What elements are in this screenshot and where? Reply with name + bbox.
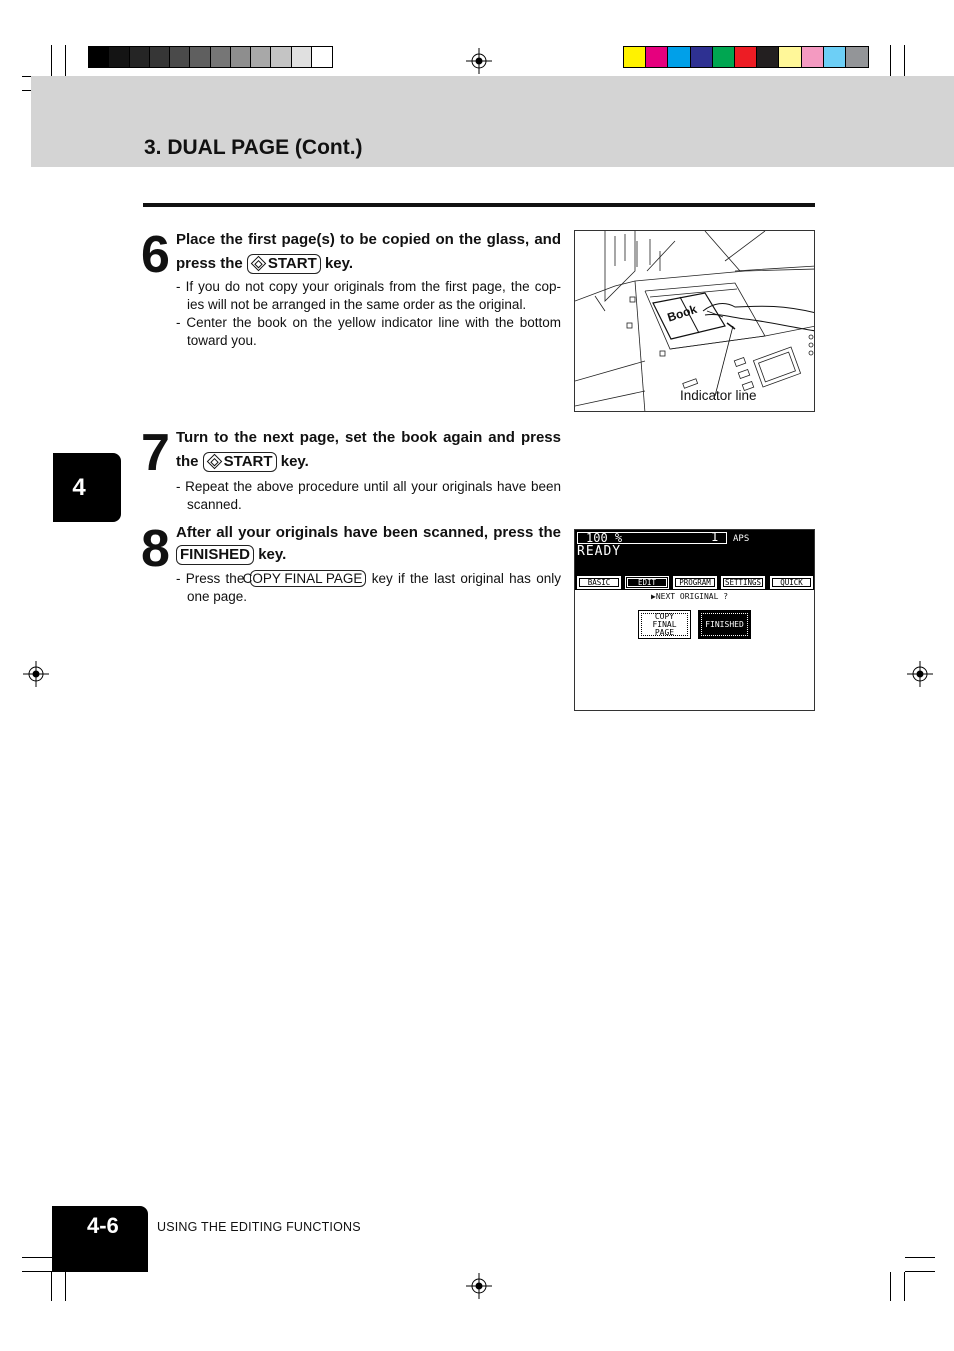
step-heading-suffix: key. [324,255,354,272]
chapter-tab: 4 [53,453,121,522]
book-placement-illustration [574,230,815,412]
calibration-swatch [190,47,210,67]
crop-mark [890,45,891,76]
step-heading [176,522,561,566]
lcd-tab-bar [575,574,814,590]
calibration-swatch [231,47,251,67]
registration-mark-icon [466,48,492,74]
calibration-swatch [89,47,109,67]
copy-final-page-button[interactable] [638,610,691,639]
tab-basic[interactable]: BASIC [577,576,621,589]
calibration-swatch [846,47,868,67]
tab-program[interactable]: PROGRAM [673,576,717,589]
calibration-swatch [251,47,271,67]
crop-mark [904,1272,905,1301]
calibration-swatch [691,47,713,67]
calibration-swatch [271,47,291,67]
crop-mark [65,45,66,76]
crop-mark [65,1272,66,1301]
step-number: 8 [141,520,168,578]
crop-mark [51,1272,52,1301]
crop-mark [22,1271,52,1272]
step-heading-suffix: key. [280,453,309,470]
copy-final-page-line: COPY [654,611,675,621]
indicator-line-label: Indicator line [680,388,757,403]
step-heading-text: Turn to the next page, set the book again and press the [176,429,561,470]
calibration-swatch [292,47,312,67]
registration-mark-icon [23,661,49,687]
finished-button[interactable] [698,610,751,639]
calibration-swatch [624,47,646,67]
paper-mode: APS [733,534,750,544]
step-heading [176,426,561,474]
calibration-swatch [211,47,231,67]
registration-mark-icon [466,1273,492,1299]
calibration-swatch [757,47,779,67]
registration-mark-icon [907,661,933,687]
page-number: 4-6 [52,1206,148,1272]
calibration-swatch [646,47,668,67]
grayscale-calibration-bar [88,46,333,68]
step-heading-text: After all your originals have been scanned, press the [176,524,561,541]
step-heading-text: Place the first page(s) to be copied on the glass, and press the [176,231,561,272]
section-divider [143,203,815,207]
start-key [247,254,321,274]
book-label: Book [665,302,699,325]
calibration-swatch [735,47,757,67]
calibration-swatch [779,47,801,67]
calibration-swatch [713,47,735,67]
ready-status: READY [577,544,622,559]
tab-edit[interactable]: EDIT [625,576,669,589]
step-heading-suffix: key. [258,546,287,563]
start-diamond-icon [251,256,267,272]
start-key [203,452,277,472]
color-calibration-bar [623,46,869,68]
calibration-swatch [109,47,129,67]
next-original-prompt: ▶NEXT ORIGINAL ? [651,592,729,601]
copy-count: 1 [711,530,719,544]
start-key-label: START [267,255,317,272]
copier-glass-drawing [575,231,815,412]
footer-section-title: USING THE EDITING FUNCTIONS [157,1220,361,1234]
step-number: 6 [141,226,168,284]
start-diamond-icon [206,454,222,470]
finished-key: FINISHED [176,545,254,565]
tab-quick[interactable]: QUICK [770,576,813,589]
crop-mark [51,45,52,76]
step-note-suffix: key if the last original has only one page. [187,571,561,604]
lcd-status-bar [575,530,814,574]
step-note-text: - Press the [176,571,245,586]
page-title: 3. DUAL PAGE (Cont.) [144,136,363,159]
crop-mark [890,1272,891,1301]
calibration-swatch [824,47,846,67]
crop-mark [905,1257,935,1258]
step-note [176,570,561,606]
tab-settings[interactable]: SETTINGS [721,576,765,589]
crop-mark [904,45,905,76]
copy-final-page-line: PAGE [654,627,675,637]
copy-final-page-key: COPY FINAL PAGE [250,570,367,587]
zoom-display: 100 % [577,532,727,544]
start-key-label: START [223,453,273,470]
calibration-swatch [802,47,824,67]
crop-mark [22,1257,52,1258]
step-heading [176,228,561,276]
step-note: - Center the book on the yellow indicator line with the bottom toward you. [176,315,561,348]
step-note: - If you do not copy your originals from the first page, the cop- ies will not be arranged in the same order as the original. [176,279,561,312]
calibration-swatch [668,47,690,67]
copy-final-page-line: FINAL [652,619,677,629]
lcd-panel [574,529,815,711]
calibration-swatch [312,47,332,67]
step-note: - Repeat the above procedure until all your originals have been scanned. [176,479,561,512]
calibration-swatch [130,47,150,67]
step-number: 7 [141,424,168,482]
calibration-swatch [150,47,170,67]
crop-mark [905,1271,935,1272]
calibration-swatch [170,47,190,67]
finished-button-label: FINISHED [705,619,744,629]
